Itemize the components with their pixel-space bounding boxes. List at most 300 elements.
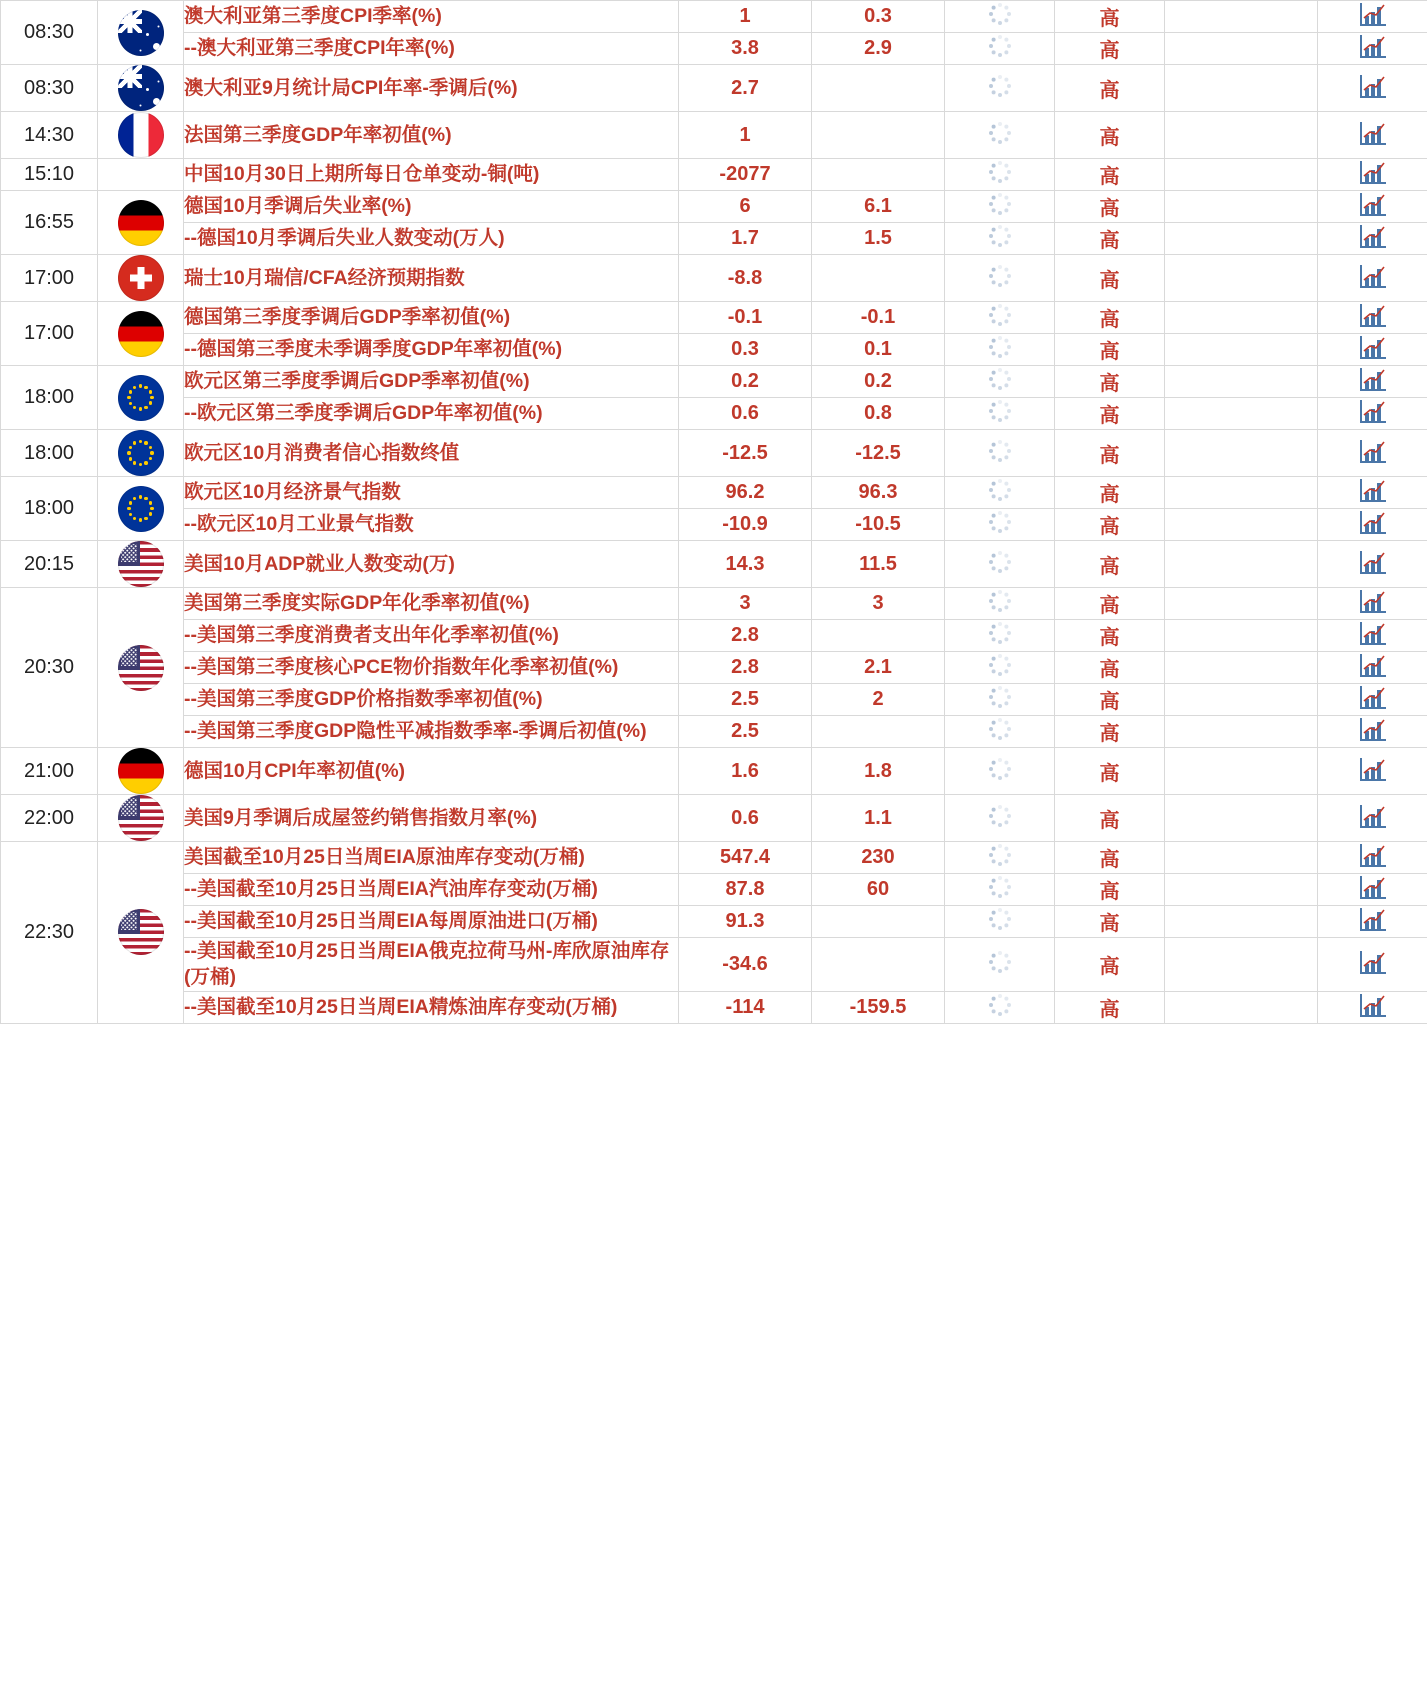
chart-link[interactable] xyxy=(1318,906,1427,938)
bar-chart-icon[interactable] xyxy=(1359,33,1387,59)
loading-spinner-icon xyxy=(988,399,1012,423)
notes-cell xyxy=(1165,1,1318,33)
event-name[interactable]: --澳大利亚第三季度CPI年率(%) xyxy=(184,33,679,65)
bar-chart-icon[interactable] xyxy=(1359,159,1387,185)
forecast-value xyxy=(812,255,945,302)
table-row[interactable] xyxy=(1,255,1427,302)
actual-value: 0.3 xyxy=(679,334,812,366)
bar-chart-icon[interactable] xyxy=(1359,438,1387,464)
table-row[interactable] xyxy=(1,366,1427,398)
bar-chart-icon[interactable] xyxy=(1359,549,1387,575)
notes-cell xyxy=(1165,684,1318,716)
forecast-value: 1.8 xyxy=(812,748,945,795)
notes-cell xyxy=(1165,33,1318,65)
previous-value-loading xyxy=(945,795,1055,842)
forecast-value xyxy=(812,938,945,992)
bar-chart-icon[interactable] xyxy=(1359,263,1387,289)
previous-value-loading xyxy=(945,874,1055,906)
bar-chart-icon[interactable] xyxy=(1359,803,1387,829)
country-flag-cell xyxy=(98,795,184,842)
forecast-value: -0.1 xyxy=(812,302,945,334)
forecast-value: 0.1 xyxy=(812,334,945,366)
flag-icon-eu xyxy=(118,375,164,421)
event-time: 15:10 xyxy=(1,159,98,191)
chart-link[interactable] xyxy=(1318,191,1427,223)
actual-value: -114 xyxy=(679,991,812,1023)
event-name[interactable]: 欧元区10月消费者信心指数终值 xyxy=(184,430,679,477)
chart-link[interactable] xyxy=(1318,652,1427,684)
table-row[interactable] xyxy=(1,223,1427,255)
actual-value: 1.7 xyxy=(679,223,812,255)
previous-value-loading xyxy=(945,684,1055,716)
chart-link[interactable] xyxy=(1318,255,1427,302)
importance-badge: 高 xyxy=(1055,366,1165,398)
notes-cell xyxy=(1165,652,1318,684)
table-row[interactable] xyxy=(1,874,1427,906)
event-time: 17:00 xyxy=(1,255,98,302)
notes-cell xyxy=(1165,509,1318,541)
actual-value: -0.1 xyxy=(679,302,812,334)
previous-value-loading xyxy=(945,112,1055,159)
country-flag-cell xyxy=(98,302,184,366)
forecast-value xyxy=(812,906,945,938)
event-time: 20:30 xyxy=(1,588,98,748)
bar-chart-icon[interactable] xyxy=(1359,398,1387,424)
importance-badge: 高 xyxy=(1055,112,1165,159)
country-flag-cell xyxy=(98,112,184,159)
loading-spinner-icon xyxy=(988,993,1012,1017)
loading-spinner-icon xyxy=(988,621,1012,645)
event-time: 18:00 xyxy=(1,366,98,430)
bar-chart-icon[interactable] xyxy=(1359,906,1387,932)
event-time: 14:30 xyxy=(1,112,98,159)
event-name[interactable]: --美国第三季度核心PCE物价指数年化季率初值(%) xyxy=(184,652,679,684)
actual-value: 96.2 xyxy=(679,477,812,509)
event-name[interactable]: --德国第三季度未季调季度GDP年率初值(%) xyxy=(184,334,679,366)
forecast-value: 2 xyxy=(812,684,945,716)
bar-chart-icon[interactable] xyxy=(1359,874,1387,900)
bar-chart-icon[interactable] xyxy=(1359,1,1387,27)
country-flag-cell xyxy=(98,366,184,430)
actual-value: -12.5 xyxy=(679,430,812,477)
loading-spinner-icon xyxy=(988,510,1012,534)
bar-chart-icon[interactable] xyxy=(1359,684,1387,710)
bar-chart-icon[interactable] xyxy=(1359,477,1387,503)
previous-value-loading xyxy=(945,430,1055,477)
forecast-value xyxy=(812,159,945,191)
event-name[interactable]: 美国10月ADP就业人数变动(万) xyxy=(184,541,679,588)
previous-value-loading xyxy=(945,748,1055,795)
event-time: 21:00 xyxy=(1,748,98,795)
loading-spinner-icon xyxy=(988,589,1012,613)
bar-chart-icon[interactable] xyxy=(1359,842,1387,868)
notes-cell xyxy=(1165,65,1318,112)
flag-icon-us xyxy=(118,795,164,841)
country-flag-cell xyxy=(98,477,184,541)
table-row[interactable] xyxy=(1,716,1427,748)
table-row[interactable] xyxy=(1,477,1427,509)
table-row[interactable] xyxy=(1,906,1427,938)
notes-cell xyxy=(1165,112,1318,159)
actual-value: 1 xyxy=(679,1,812,33)
table-row[interactable] xyxy=(1,588,1427,620)
notes-cell xyxy=(1165,334,1318,366)
flag-icon-au xyxy=(118,65,164,111)
forecast-value xyxy=(812,65,945,112)
event-name[interactable]: --美国第三季度GDP价格指数季率初值(%) xyxy=(184,684,679,716)
event-name[interactable]: 澳大利亚9月统计局CPI年率-季调后(%) xyxy=(184,65,679,112)
previous-value-loading xyxy=(945,842,1055,874)
previous-value-loading xyxy=(945,159,1055,191)
actual-value: 0.6 xyxy=(679,795,812,842)
actual-value: 14.3 xyxy=(679,541,812,588)
loading-spinner-icon xyxy=(988,478,1012,502)
importance-badge: 高 xyxy=(1055,684,1165,716)
flag-icon-eu xyxy=(118,430,164,476)
event-name[interactable]: 美国截至10月25日当周EIA原油库存变动(万桶) xyxy=(184,842,679,874)
bar-chart-icon[interactable] xyxy=(1359,652,1387,678)
importance-badge: 高 xyxy=(1055,991,1165,1023)
forecast-value: 96.3 xyxy=(812,477,945,509)
loading-spinner-icon xyxy=(988,264,1012,288)
table-row[interactable] xyxy=(1,159,1427,191)
bar-chart-icon[interactable] xyxy=(1359,620,1387,646)
flag-icon-au xyxy=(118,10,164,56)
importance-badge: 高 xyxy=(1055,430,1165,477)
forecast-value: 2.9 xyxy=(812,33,945,65)
chart-link[interactable] xyxy=(1318,334,1427,366)
previous-value-loading xyxy=(945,65,1055,112)
country-flag-cell xyxy=(98,1,184,65)
country-flag-cell xyxy=(98,159,184,191)
chart-link[interactable] xyxy=(1318,65,1427,112)
event-name[interactable]: --美国第三季度GDP隐性平减指数季率-季调后初值(%) xyxy=(184,716,679,748)
event-time: 18:00 xyxy=(1,430,98,477)
importance-badge: 高 xyxy=(1055,842,1165,874)
bar-chart-icon[interactable] xyxy=(1359,120,1387,146)
flag-icon-de xyxy=(118,748,164,794)
table-row[interactable] xyxy=(1,302,1427,334)
actual-value: -34.6 xyxy=(679,938,812,992)
notes-cell xyxy=(1165,477,1318,509)
event-time: 17:00 xyxy=(1,302,98,366)
flag-icon-us xyxy=(118,541,164,587)
actual-value: 547.4 xyxy=(679,842,812,874)
notes-cell xyxy=(1165,366,1318,398)
previous-value-loading xyxy=(945,541,1055,588)
event-name[interactable]: 澳大利亚第三季度CPI季率(%) xyxy=(184,1,679,33)
chart-link[interactable] xyxy=(1318,938,1427,992)
event-name[interactable]: --欧元区10月工业景气指数 xyxy=(184,509,679,541)
chart-link[interactable] xyxy=(1318,588,1427,620)
country-flag-cell xyxy=(98,65,184,112)
table-row[interactable] xyxy=(1,652,1427,684)
notes-cell xyxy=(1165,541,1318,588)
bar-chart-icon[interactable] xyxy=(1359,191,1387,217)
chart-link[interactable] xyxy=(1318,302,1427,334)
importance-badge: 高 xyxy=(1055,334,1165,366)
loading-spinner-icon xyxy=(988,653,1012,677)
importance-badge: 高 xyxy=(1055,159,1165,191)
previous-value-loading xyxy=(945,302,1055,334)
loading-spinner-icon xyxy=(988,757,1012,781)
forecast-value: 1.5 xyxy=(812,223,945,255)
importance-badge: 高 xyxy=(1055,33,1165,65)
chart-link[interactable] xyxy=(1318,684,1427,716)
actual-value: 0.6 xyxy=(679,398,812,430)
event-time: 18:00 xyxy=(1,477,98,541)
actual-value: 2.5 xyxy=(679,716,812,748)
importance-badge: 高 xyxy=(1055,541,1165,588)
event-name[interactable]: --美国第三季度消费者支出年化季率初值(%) xyxy=(184,620,679,652)
loading-spinner-icon xyxy=(988,717,1012,741)
bar-chart-icon[interactable] xyxy=(1359,716,1387,742)
loading-spinner-icon xyxy=(988,843,1012,867)
bar-chart-icon[interactable] xyxy=(1359,302,1387,328)
importance-badge: 高 xyxy=(1055,938,1165,992)
table-row[interactable] xyxy=(1,112,1427,159)
bar-chart-icon[interactable] xyxy=(1359,949,1387,975)
forecast-value: -159.5 xyxy=(812,991,945,1023)
actual-value: 2.5 xyxy=(679,684,812,716)
chart-link[interactable] xyxy=(1318,430,1427,477)
country-flag-cell xyxy=(98,255,184,302)
flag-icon-de xyxy=(118,200,164,246)
event-time: 22:00 xyxy=(1,795,98,842)
previous-value-loading xyxy=(945,1,1055,33)
importance-badge: 高 xyxy=(1055,223,1165,255)
flag-icon-fr xyxy=(118,112,164,158)
loading-spinner-icon xyxy=(988,439,1012,463)
table-row[interactable] xyxy=(1,842,1427,874)
previous-value-loading xyxy=(945,938,1055,992)
event-name[interactable]: --美国截至10月25日当周EIA精炼油库存变动(万桶) xyxy=(184,991,679,1023)
event-name[interactable]: --美国截至10月25日当周EIA俄克拉荷马州-库欣原油库存(万桶) xyxy=(184,938,679,992)
event-time: 20:15 xyxy=(1,541,98,588)
chart-link[interactable] xyxy=(1318,398,1427,430)
chart-link[interactable] xyxy=(1318,795,1427,842)
country-flag-cell xyxy=(98,191,184,255)
forecast-value: -12.5 xyxy=(812,430,945,477)
event-name[interactable]: 德国第三季度季调后GDP季率初值(%) xyxy=(184,302,679,334)
notes-cell xyxy=(1165,716,1318,748)
notes-cell xyxy=(1165,430,1318,477)
actual-value: -2077 xyxy=(679,159,812,191)
previous-value-loading xyxy=(945,652,1055,684)
forecast-value xyxy=(812,716,945,748)
notes-cell xyxy=(1165,795,1318,842)
previous-value-loading xyxy=(945,716,1055,748)
event-name[interactable]: 欧元区第三季度季调后GDP季率初值(%) xyxy=(184,366,679,398)
table-row[interactable] xyxy=(1,684,1427,716)
actual-value: 0.2 xyxy=(679,366,812,398)
country-flag-cell xyxy=(98,842,184,1024)
table-row[interactable] xyxy=(1,991,1427,1023)
event-name[interactable]: 德国10月CPI年率初值(%) xyxy=(184,748,679,795)
table-row[interactable] xyxy=(1,334,1427,366)
chart-link[interactable] xyxy=(1318,748,1427,795)
forecast-value: 0.2 xyxy=(812,366,945,398)
event-name[interactable]: 美国9月季调后成屋签约销售指数月率(%) xyxy=(184,795,679,842)
chart-link[interactable] xyxy=(1318,223,1427,255)
loading-spinner-icon xyxy=(988,2,1012,26)
event-name[interactable]: 法国第三季度GDP年率初值(%) xyxy=(184,112,679,159)
importance-badge: 高 xyxy=(1055,748,1165,795)
importance-badge: 高 xyxy=(1055,716,1165,748)
loading-spinner-icon xyxy=(988,121,1012,145)
forecast-value: 1.1 xyxy=(812,795,945,842)
importance-badge: 高 xyxy=(1055,588,1165,620)
notes-cell xyxy=(1165,191,1318,223)
bar-chart-icon[interactable] xyxy=(1359,334,1387,360)
table-row[interactable] xyxy=(1,748,1427,795)
actual-value: -8.8 xyxy=(679,255,812,302)
bar-chart-icon[interactable] xyxy=(1359,992,1387,1018)
actual-value: 6 xyxy=(679,191,812,223)
importance-badge: 高 xyxy=(1055,477,1165,509)
previous-value-loading xyxy=(945,906,1055,938)
table-row[interactable] xyxy=(1,938,1427,992)
previous-value-loading xyxy=(945,991,1055,1023)
table-row[interactable] xyxy=(1,33,1427,65)
actual-value: 2.7 xyxy=(679,65,812,112)
notes-cell xyxy=(1165,255,1318,302)
chart-link[interactable] xyxy=(1318,620,1427,652)
importance-badge: 高 xyxy=(1055,1,1165,33)
event-name[interactable]: --德国10月季调后失业人数变动(万人) xyxy=(184,223,679,255)
loading-spinner-icon xyxy=(988,907,1012,931)
chart-link[interactable] xyxy=(1318,112,1427,159)
table-row[interactable] xyxy=(1,1,1427,33)
event-time: 08:30 xyxy=(1,65,98,112)
notes-cell xyxy=(1165,842,1318,874)
importance-badge: 高 xyxy=(1055,795,1165,842)
table-row[interactable] xyxy=(1,191,1427,223)
actual-value: 2.8 xyxy=(679,620,812,652)
flag-icon-us xyxy=(118,909,164,955)
chart-link[interactable] xyxy=(1318,874,1427,906)
flag-icon-de xyxy=(118,311,164,357)
forecast-value xyxy=(812,112,945,159)
actual-value: 2.8 xyxy=(679,652,812,684)
previous-value-loading xyxy=(945,398,1055,430)
loading-spinner-icon xyxy=(988,160,1012,184)
forecast-value: 3 xyxy=(812,588,945,620)
chart-link[interactable] xyxy=(1318,1,1427,33)
forecast-value: 6.1 xyxy=(812,191,945,223)
actual-value: 1 xyxy=(679,112,812,159)
event-name[interactable]: --欧元区第三季度季调后GDP年率初值(%) xyxy=(184,398,679,430)
bar-chart-icon[interactable] xyxy=(1359,73,1387,99)
bar-chart-icon[interactable] xyxy=(1359,223,1387,249)
loading-spinner-icon xyxy=(988,875,1012,899)
importance-badge: 高 xyxy=(1055,620,1165,652)
chart-link[interactable] xyxy=(1318,509,1427,541)
notes-cell xyxy=(1165,748,1318,795)
forecast-value: 0.3 xyxy=(812,1,945,33)
notes-cell xyxy=(1165,223,1318,255)
table-row[interactable] xyxy=(1,620,1427,652)
forecast-value: -10.5 xyxy=(812,509,945,541)
table-row[interactable] xyxy=(1,65,1427,112)
actual-value: 3 xyxy=(679,588,812,620)
forecast-value: 11.5 xyxy=(812,541,945,588)
chart-link[interactable] xyxy=(1318,366,1427,398)
event-name[interactable]: --美国截至10月25日当周EIA每周原油进口(万桶) xyxy=(184,906,679,938)
actual-value: -10.9 xyxy=(679,509,812,541)
country-flag-cell xyxy=(98,430,184,477)
event-name[interactable]: 德国10月季调后失业率(%) xyxy=(184,191,679,223)
notes-cell xyxy=(1165,906,1318,938)
importance-badge: 高 xyxy=(1055,65,1165,112)
chart-link[interactable] xyxy=(1318,159,1427,191)
chart-link[interactable] xyxy=(1318,477,1427,509)
table-row[interactable] xyxy=(1,509,1427,541)
event-name[interactable]: 美国第三季度实际GDP年化季率初值(%) xyxy=(184,588,679,620)
chart-link[interactable] xyxy=(1318,842,1427,874)
importance-badge: 高 xyxy=(1055,255,1165,302)
previous-value-loading xyxy=(945,191,1055,223)
previous-value-loading xyxy=(945,366,1055,398)
previous-value-loading xyxy=(945,588,1055,620)
loading-spinner-icon xyxy=(988,335,1012,359)
flag-icon-us xyxy=(118,645,164,691)
importance-badge: 高 xyxy=(1055,191,1165,223)
table-row[interactable] xyxy=(1,795,1427,842)
notes-cell xyxy=(1165,588,1318,620)
chart-link[interactable] xyxy=(1318,716,1427,748)
flag-icon-eu xyxy=(118,486,164,532)
loading-spinner-icon xyxy=(988,367,1012,391)
notes-cell xyxy=(1165,398,1318,430)
bar-chart-icon[interactable] xyxy=(1359,366,1387,392)
actual-value: 87.8 xyxy=(679,874,812,906)
bar-chart-icon[interactable] xyxy=(1359,509,1387,535)
chart-link[interactable] xyxy=(1318,33,1427,65)
loading-spinner-icon xyxy=(988,950,1012,974)
table-row[interactable] xyxy=(1,430,1427,477)
importance-badge: 高 xyxy=(1055,398,1165,430)
previous-value-loading xyxy=(945,255,1055,302)
event-time: 22:30 xyxy=(1,842,98,1024)
loading-spinner-icon xyxy=(988,550,1012,574)
bar-chart-icon[interactable] xyxy=(1359,756,1387,782)
country-flag-cell xyxy=(98,588,184,748)
chart-link[interactable] xyxy=(1318,991,1427,1023)
notes-cell xyxy=(1165,991,1318,1023)
flag-icon-ch xyxy=(118,255,164,301)
notes-cell xyxy=(1165,302,1318,334)
event-time: 16:55 xyxy=(1,191,98,255)
event-name[interactable]: 中国10月30日上期所每日仓单变动-铜(吨) xyxy=(184,159,679,191)
table-row[interactable] xyxy=(1,398,1427,430)
forecast-value: 2.1 xyxy=(812,652,945,684)
event-name[interactable]: --美国截至10月25日当周EIA汽油库存变动(万桶) xyxy=(184,874,679,906)
actual-value: 1.6 xyxy=(679,748,812,795)
forecast-value: 0.8 xyxy=(812,398,945,430)
loading-spinner-icon xyxy=(988,804,1012,828)
previous-value-loading xyxy=(945,509,1055,541)
importance-badge: 高 xyxy=(1055,874,1165,906)
table-row[interactable] xyxy=(1,541,1427,588)
bar-chart-icon[interactable] xyxy=(1359,588,1387,614)
importance-badge: 高 xyxy=(1055,509,1165,541)
event-name[interactable]: 瑞士10月瑞信/CFA经济预期指数 xyxy=(184,255,679,302)
notes-cell xyxy=(1165,159,1318,191)
loading-spinner-icon xyxy=(988,303,1012,327)
event-name[interactable]: 欧元区10月经济景气指数 xyxy=(184,477,679,509)
chart-link[interactable] xyxy=(1318,541,1427,588)
